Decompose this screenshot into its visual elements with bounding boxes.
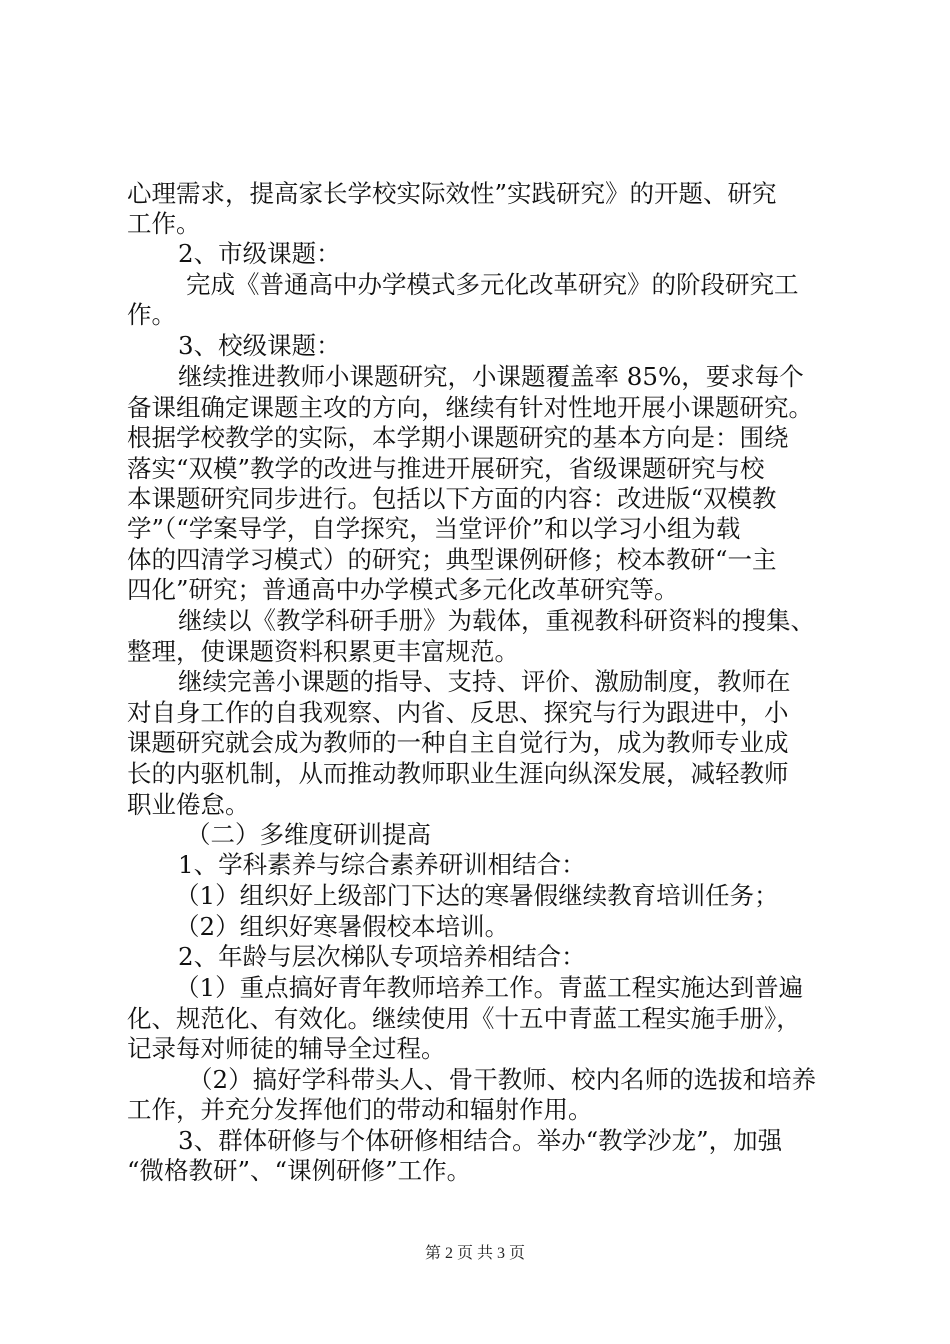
text-line: 长的内驱机制，从而推动教师职业生涯向纵深发展，减轻教师	[127, 759, 789, 788]
text-line: 工作，并充分发挥他们的带动和辐射作用。	[127, 1095, 593, 1124]
section-heading: 2、年龄与层次梯队专项培养相结合：	[178, 942, 586, 971]
section-heading: （二）多维度研训提高	[186, 820, 431, 849]
text-line: 工作。	[127, 209, 201, 238]
text-line: 职业倦怠。	[127, 790, 250, 819]
section-heading: 3、校级课题：	[178, 331, 341, 360]
section-heading: 2、市级课题：	[178, 239, 341, 268]
text-line: “微格教研”、“课例研修”工作。	[127, 1156, 472, 1185]
text-line: 备课组确定课题主攻的方向，继续有针对性地开展小课题研究。	[127, 393, 813, 422]
text-line: 完成《普通高中办学模式多元化改革研究》的阶段研究工	[186, 270, 799, 299]
text-line: 本课题研究同步进行。包括以下方面的内容：改进版“双模教	[127, 484, 777, 513]
text-line: 落实“双模”教学的改进与推进开展研究，省级课题研究与校	[127, 454, 765, 483]
text-line: 体的四清学习模式）的研究；典型课例研修；校本教研“一主	[127, 545, 777, 574]
text-line: （2）组织好寒暑假校本培训。	[175, 912, 510, 941]
text-line: 课题研究就会成为教师的一种自主自觉行为，成为教师专业成	[127, 728, 789, 757]
text-line: 继续以《教学科研手册》为载体，重视教科研资料的搜集、	[178, 606, 815, 635]
text-line: 化、规范化、有效化。继续使用《十五中青蓝工程实施手册》，	[127, 1004, 801, 1033]
page-footer: 第 2 页 共 3 页	[424, 1245, 525, 1262]
text-line: 四化”研究；普通高中办学模式多元化改革研究等。	[127, 575, 679, 604]
text-line: 记录每对师徒的辅导全过程。	[127, 1034, 446, 1063]
text-line: （1）组织好上级部门下达的寒暑假继续教育培训任务；	[175, 881, 779, 910]
text-line: 对自身工作的自我观察、内省、反思、探究与行为跟进中，小	[127, 698, 789, 727]
text-line: 继续推进教师小课题研究，小课题覆盖率 85%，要求每个	[178, 362, 804, 391]
section-heading: 1、学科素养与综合素养研训相结合：	[178, 850, 586, 879]
text-line: 作。	[127, 300, 176, 329]
text-line: 继续完善小课题的指导、支持、评价、激励制度，教师在	[178, 667, 791, 696]
text-line: （1）重点搞好青年教师培养工作。青蓝工程实施达到普遍	[175, 973, 804, 1002]
text-line: 学”（“学案导学，自学探究，当堂评价”和以学习小组为载	[127, 514, 741, 543]
text-line: 根据学校教学的实际，本学期小课题研究的基本方向是：围绕	[127, 423, 789, 452]
section-heading: 3、群体研修与个体研修相结合。举办“教学沙龙”，加强	[178, 1126, 783, 1155]
text-line: 整理，使课题资料积累更丰富规范。	[127, 637, 519, 666]
text-line: （2）搞好学科带头人、骨干教师、校内名师的选拔和培养	[188, 1065, 817, 1094]
text-line: 心理需求，提高家长学校实际效性”实践研究》的开题、研究	[127, 179, 777, 208]
